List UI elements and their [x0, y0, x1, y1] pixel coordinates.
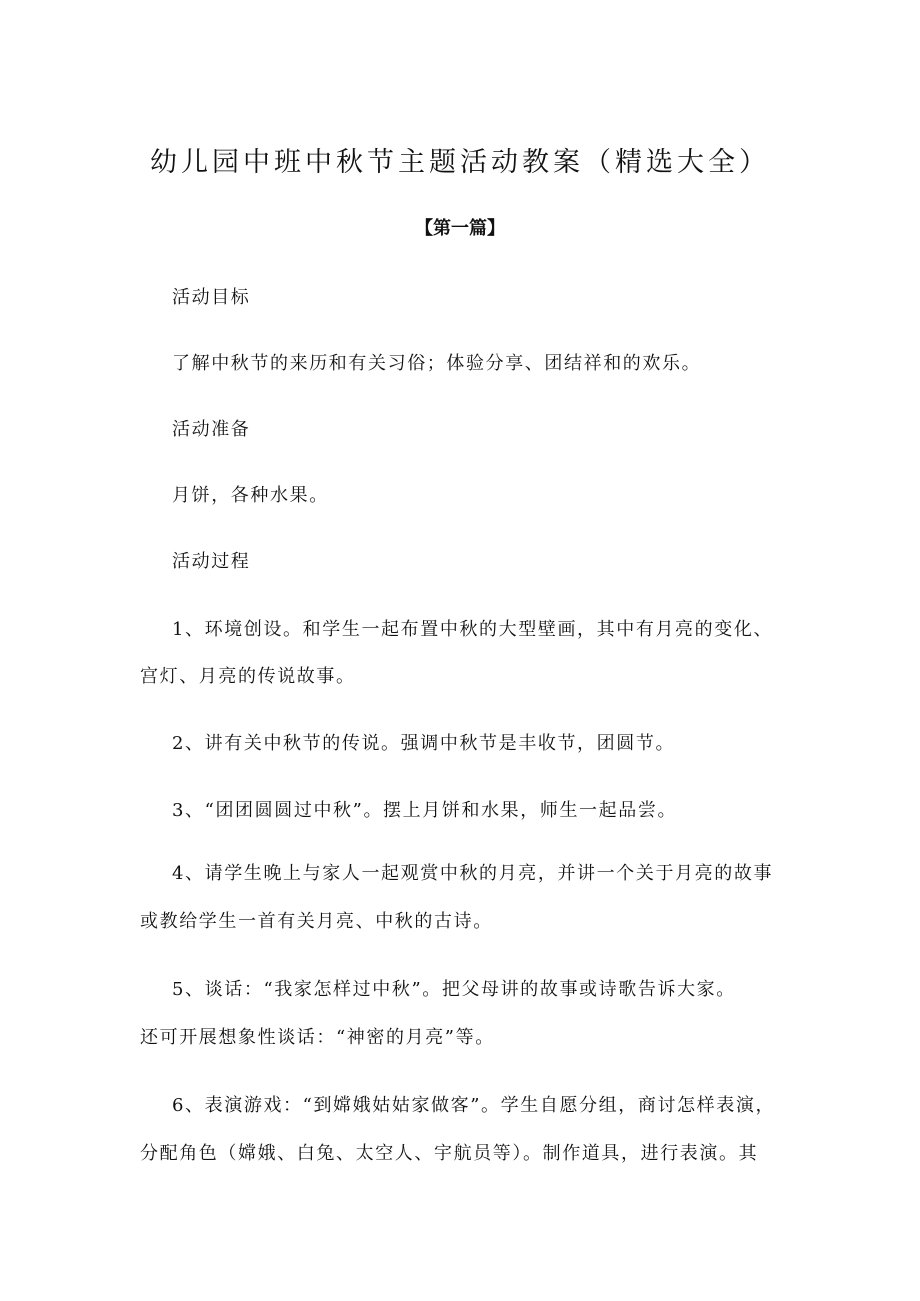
paragraph-step-5: 5、谈话：“我家怎样过中秋”。把父母讲的故事或诗歌告诉大家。	[172, 979, 736, 1000]
heading-activity-goal: 活动目标	[172, 287, 251, 308]
paragraph-step-4-continued: 或教给学生一首有关月亮、中秋的古诗。	[140, 911, 493, 932]
heading-activity-process: 活动过程	[172, 551, 251, 572]
paragraph-step-6-continued: 分配角色（嫦娥、白兔、太空人、宇航员等）。制作道具，进行表演。其	[140, 1143, 759, 1164]
paragraph-goal: 了解中秋节的来历和有关习俗；体验分享、团结祥和的欢乐。	[172, 353, 702, 374]
heading-activity-preparation: 活动准备	[172, 419, 251, 440]
paragraph-step-1: 1、环境创设。和学生一起布置中秋的大型壁画，其中有月亮的变化、	[172, 619, 774, 640]
paragraph-preparation: 月饼，各种水果。	[172, 485, 329, 506]
document-title: 幼儿园中班中秋节主题活动教案（精选大全）	[150, 147, 770, 178]
paragraph-step-5-continued: 还可开展想象性谈话：“神密的月亮”等。	[140, 1027, 495, 1048]
paragraph-step-1-continued: 宫灯、月亮的传说故事。	[140, 666, 356, 687]
section-heading: 【第一篇】	[415, 218, 505, 239]
paragraph-step-3: 3、“团团圆圆过中秋”。摆上月饼和水果，师生一起品尝。	[172, 800, 678, 821]
paragraph-step-6: 6、表演游戏：“到嫦娥姑姑家做客”。学生自愿分组，商讨怎样表演，	[172, 1095, 776, 1116]
paragraph-step-2: 2、讲有关中秋节的传说。强调中秋节是丰收节，团圆节。	[172, 733, 676, 754]
paragraph-step-4: 4、请学生晚上与家人一起观赏中秋的月亮，并讲一个关于月亮的故事	[172, 863, 774, 884]
